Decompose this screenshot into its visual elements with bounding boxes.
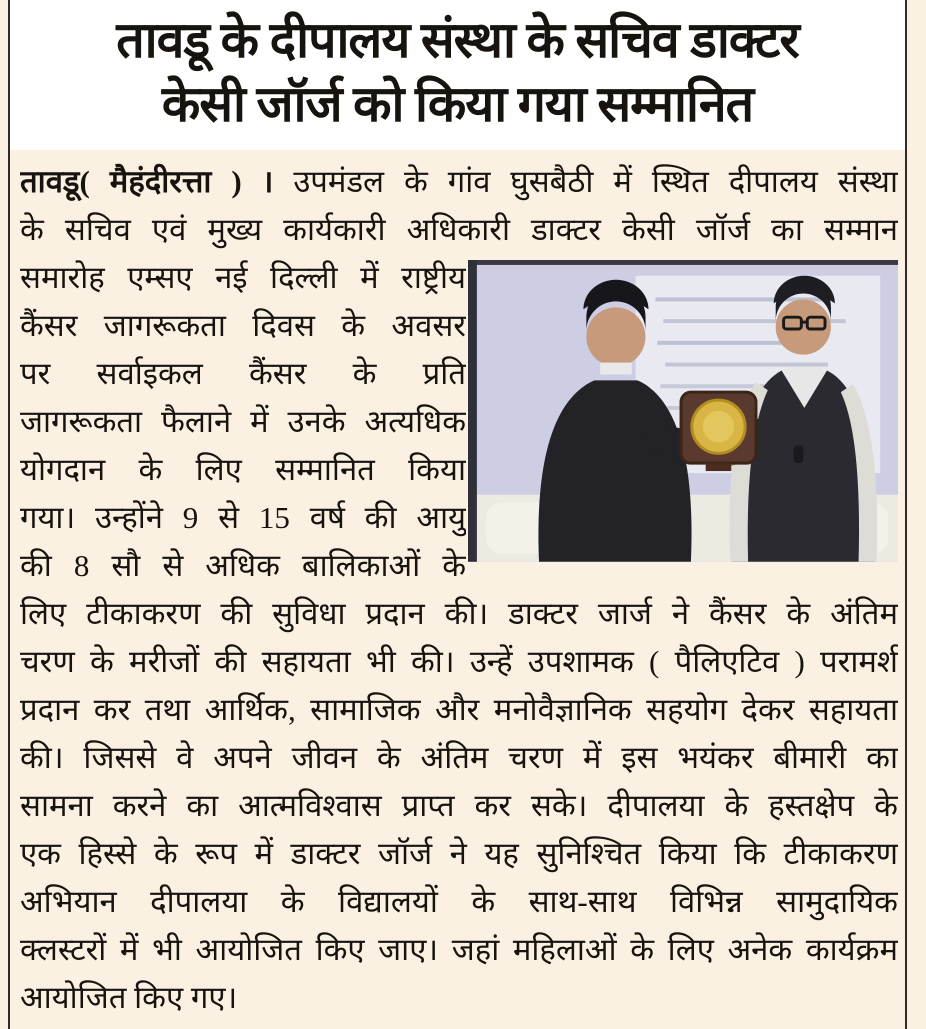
headline-line-2: केसी जॉर्ज को किया गया सम्मानित (161, 76, 754, 132)
body-line: गया। उन्होंने 9 से 15 वर्ष की आयु (20, 500, 466, 535)
article-body (20, 158, 898, 1022)
body-line: एक हिस्से के रूप में डाक्टर जॉर्ज ने यह सुनिश्चित किया कि टीकाकरण (20, 836, 898, 871)
body-line: क्लस्टरों में भी आयोजित किए जाए। जहां महिलाओं के लिए अनेक कार्यक्रम (20, 932, 898, 967)
body-line: लिए टीकाकरण की सुविधा प्रदान की। डाक्टर जार्ज ने कैंसर के अंतिम (20, 596, 898, 631)
photo-top-edge (468, 260, 898, 265)
photo-award-plaque (681, 392, 756, 471)
left-edge-rule (8, 0, 10, 1029)
body-line: अभियान दीपालया के विद्यालयों के साथ-साथ विभिन्न सामुदायिक (20, 884, 898, 919)
left-text-column (20, 254, 466, 590)
award-photo-image (468, 260, 898, 562)
body-line (20, 158, 898, 206)
right-edge-rule (905, 0, 907, 1029)
body-line: आयोजित किए गए। (20, 980, 238, 1015)
body-line: की। जिससे वे अपने जीवन के अंतिम चरण में इस भयंकर बीमारी का (20, 740, 898, 775)
body-line: समारोह एम्सए नई दिल्ली में राष्ट्रीय (20, 260, 466, 295)
body-line: पर सर्वाइकल कैंसर के प्रति (20, 356, 466, 391)
headline-line-1: तावडू के दीपालय संस्था के सचिव डाक्टर (116, 12, 799, 68)
body-line: चरण के मरीजों की सहायता भी की। उन्हें उपशामक ( पैलिएटिव ) परामर्श (20, 644, 898, 679)
article-headline (10, 0, 905, 150)
body-line: जागरूकता फैलाने में उनके अत्यधिक (20, 404, 466, 439)
body-line: प्रदान कर तथा आर्थिक, सामाजिक और मनोवैज्ञानिक सहयोग देकर सहायता (20, 692, 898, 727)
photo-text-row (20, 254, 898, 590)
body-line: की 8 सौ से अधिक बालिकाओं के (20, 548, 466, 583)
body-line: कैंसर जागरूकता दिवस के अवसर (20, 308, 466, 343)
body-line: के सचिव एवं मुख्य कार्यकारी अधिकारी डाक्टर केसी जॉर्ज का सम्मान (20, 212, 898, 247)
dateline: तावडू( मैहंदीरत्ता ) । (20, 164, 274, 199)
body-line: सामना करने का आत्मविश्वास प्राप्त कर सके। दीपालया के हस्तक्षेप के (20, 788, 898, 823)
body-text: उपमंडल के गांव घुसबैठी में स्थित दीपालय संस्था (293, 164, 898, 199)
photo-left-edge (468, 260, 477, 562)
award-photo (468, 260, 898, 562)
body-line: योगदान के लिए सम्मानित किया (20, 452, 466, 487)
